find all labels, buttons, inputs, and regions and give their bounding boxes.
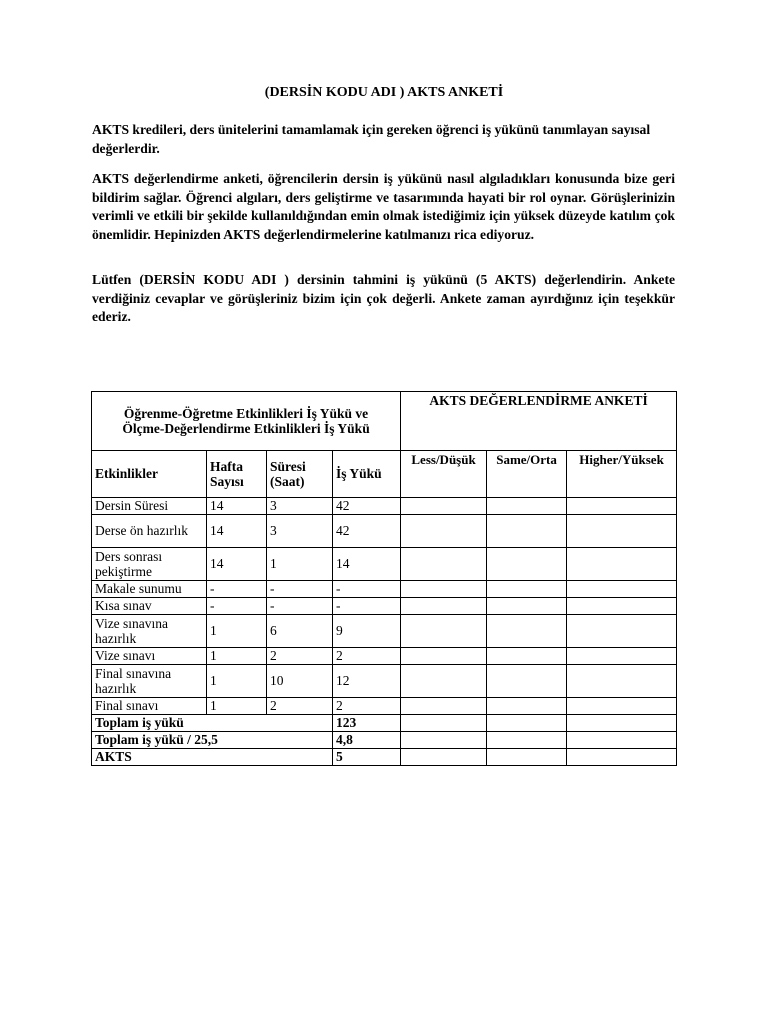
higher-checkbox-cell[interactable]: [567, 548, 677, 581]
weeks-cell: 14: [207, 515, 267, 548]
hours-cell: 2: [267, 698, 333, 715]
workload-ratio-row: [92, 732, 677, 749]
same-checkbox-cell[interactable]: [487, 615, 567, 648]
hours-cell: -: [267, 598, 333, 615]
less-checkbox-cell[interactable]: [401, 498, 487, 515]
higher-checkbox-cell[interactable]: [567, 615, 677, 648]
col-workload: İş Yükü: [333, 451, 401, 498]
same-checkbox-cell[interactable]: [487, 648, 567, 665]
load-cell: 12: [333, 665, 401, 698]
weeks-cell: 14: [207, 498, 267, 515]
load-cell: 42: [333, 515, 401, 548]
table-title-row: [92, 392, 677, 451]
higher-checkbox-cell[interactable]: [567, 581, 677, 598]
activity-cell: Derse ön hazırlık: [92, 515, 207, 548]
less-checkbox-cell[interactable]: [401, 648, 487, 665]
same-checkbox-cell[interactable]: [487, 665, 567, 698]
table-row: [92, 581, 677, 598]
akts-value: 5: [333, 749, 401, 766]
load-cell: 2: [333, 698, 401, 715]
activity-cell: Makale sunumu: [92, 581, 207, 598]
activity-cell: Vize sınavı: [92, 648, 207, 665]
higher-checkbox-cell[interactable]: [567, 648, 677, 665]
less-checkbox-cell[interactable]: [401, 698, 487, 715]
table-row: [92, 498, 677, 515]
hours-cell: 10: [267, 665, 333, 698]
load-cell: 9: [333, 615, 401, 648]
load-cell: 14: [333, 548, 401, 581]
load-cell: 42: [333, 498, 401, 515]
weeks-cell: 1: [207, 665, 267, 698]
less-checkbox-cell[interactable]: [401, 515, 487, 548]
workload-ratio-value: 4,8: [333, 732, 401, 749]
activity-cell: Ders sonrası pekiştirme: [92, 548, 207, 581]
less-checkbox-cell[interactable]: [401, 615, 487, 648]
workload-header-line1: Öğrenme-Öğretme Etkinlikleri İş Yükü ve: [123, 405, 369, 421]
weeks-cell: -: [207, 581, 267, 598]
hours-cell: 3: [267, 498, 333, 515]
weeks-cell: -: [207, 598, 267, 615]
same-checkbox-cell[interactable]: [487, 548, 567, 581]
col-duration: Süresi (Saat): [267, 451, 333, 498]
table-row: [92, 698, 677, 715]
col-less: Less/Düşük: [401, 451, 487, 498]
less-checkbox-cell[interactable]: [401, 665, 487, 698]
weeks-cell: 1: [207, 698, 267, 715]
table-row: [92, 648, 677, 665]
column-header-row: [92, 451, 677, 498]
col-activities: Etkinlikler: [92, 451, 207, 498]
less-checkbox-cell[interactable]: [401, 548, 487, 581]
higher-checkbox-cell[interactable]: [567, 498, 677, 515]
activity-cell: Final sınavına hazırlık: [92, 665, 207, 698]
intro-paragraph: AKTS kredileri, ders ünitelerini tamamlamak için gereken öğrenci iş yükünü tanımlayan sayısal değerlerdir.: [92, 122, 651, 156]
less-checkbox-cell[interactable]: [401, 715, 487, 732]
weeks-cell: 1: [207, 615, 267, 648]
table-row: [92, 548, 677, 581]
weeks-cell: 1: [207, 648, 267, 665]
workload-header-line2: Ölçme-Değerlendirme Etkinlikleri İş Yükü: [122, 421, 370, 436]
weeks-cell: 14: [207, 548, 267, 581]
akts-label: AKTS: [92, 749, 333, 766]
document-title: (DERSİN KODU ADI ) AKTS ANKETİ: [264, 85, 504, 100]
workload-survey-table: [91, 391, 677, 766]
hours-cell: 2: [267, 648, 333, 665]
col-higher: Higher/Yüksek: [567, 451, 677, 498]
table-row: [92, 665, 677, 698]
less-checkbox-cell[interactable]: [401, 581, 487, 598]
same-checkbox-cell[interactable]: [487, 732, 567, 749]
load-cell: -: [333, 581, 401, 598]
activity-cell: Final sınavı: [92, 698, 207, 715]
workload-header-cell: [92, 392, 401, 451]
request-paragraph: Lütfen (DERSİN KODU ADI ) dersinin tahmini iş yükünü (5 AKTS) değerlendirin. Ankete verdiğiniz cevaplar ve görüşleriniz bizim için çok değerli. Ankete zaman ayırdığınız için teşekkür ederiz.: [92, 272, 675, 324]
hours-cell: 1: [267, 548, 333, 581]
survey-header-cell: AKTS DEĞERLENDİRME ANKETİ: [401, 392, 677, 451]
load-cell: -: [333, 598, 401, 615]
higher-checkbox-cell[interactable]: [567, 515, 677, 548]
same-checkbox-cell[interactable]: [487, 698, 567, 715]
same-checkbox-cell[interactable]: [487, 498, 567, 515]
same-checkbox-cell[interactable]: [487, 749, 567, 766]
table-row: [92, 615, 677, 648]
higher-checkbox-cell[interactable]: [567, 665, 677, 698]
explanation-paragraph: AKTS değerlendirme anketi, öğrencilerin dersin iş yükünü nasıl algıladıkları konusunda bize geri bildirim sağlar. Öğrenci algıları, ders geliştirme ve tasarımında hayati bir rol oynar. Görüşlerinizin verimli ve etkili bir şekilde kullanıldığından emin olmak istediğimiz için yüksek düzeyde katılım çok önemlidir. Hepinizden AKTS değerlendirmelerine katılmanızı rica ediyoruz.: [92, 171, 675, 242]
table-row: [92, 598, 677, 615]
same-checkbox-cell[interactable]: [487, 715, 567, 732]
total-workload-row: [92, 715, 677, 732]
col-same: Same/Orta: [487, 451, 567, 498]
less-checkbox-cell[interactable]: [401, 749, 487, 766]
higher-checkbox-cell[interactable]: [567, 732, 677, 749]
same-checkbox-cell[interactable]: [487, 581, 567, 598]
higher-checkbox-cell[interactable]: [567, 715, 677, 732]
table-row: [92, 515, 677, 548]
higher-checkbox-cell[interactable]: [567, 598, 677, 615]
higher-checkbox-cell[interactable]: [567, 698, 677, 715]
activity-cell: Dersin Süresi: [92, 498, 207, 515]
hours-cell: 3: [267, 515, 333, 548]
hours-cell: 6: [267, 615, 333, 648]
hours-cell: -: [267, 581, 333, 598]
workload-ratio-label: Toplam iş yükü / 25,5: [92, 732, 333, 749]
same-checkbox-cell[interactable]: [487, 515, 567, 548]
same-checkbox-cell[interactable]: [487, 598, 567, 615]
akts-row: [92, 749, 677, 766]
total-workload-label: Toplam iş yükü: [92, 715, 333, 732]
total-workload-value: 123: [333, 715, 401, 732]
higher-checkbox-cell[interactable]: [567, 749, 677, 766]
less-checkbox-cell[interactable]: [401, 598, 487, 615]
less-checkbox-cell[interactable]: [401, 732, 487, 749]
load-cell: 2: [333, 648, 401, 665]
activity-cell: Kısa sınav: [92, 598, 207, 615]
col-weeks: Hafta Sayısı: [207, 451, 267, 498]
activity-cell: Vize sınavına hazırlık: [92, 615, 207, 648]
